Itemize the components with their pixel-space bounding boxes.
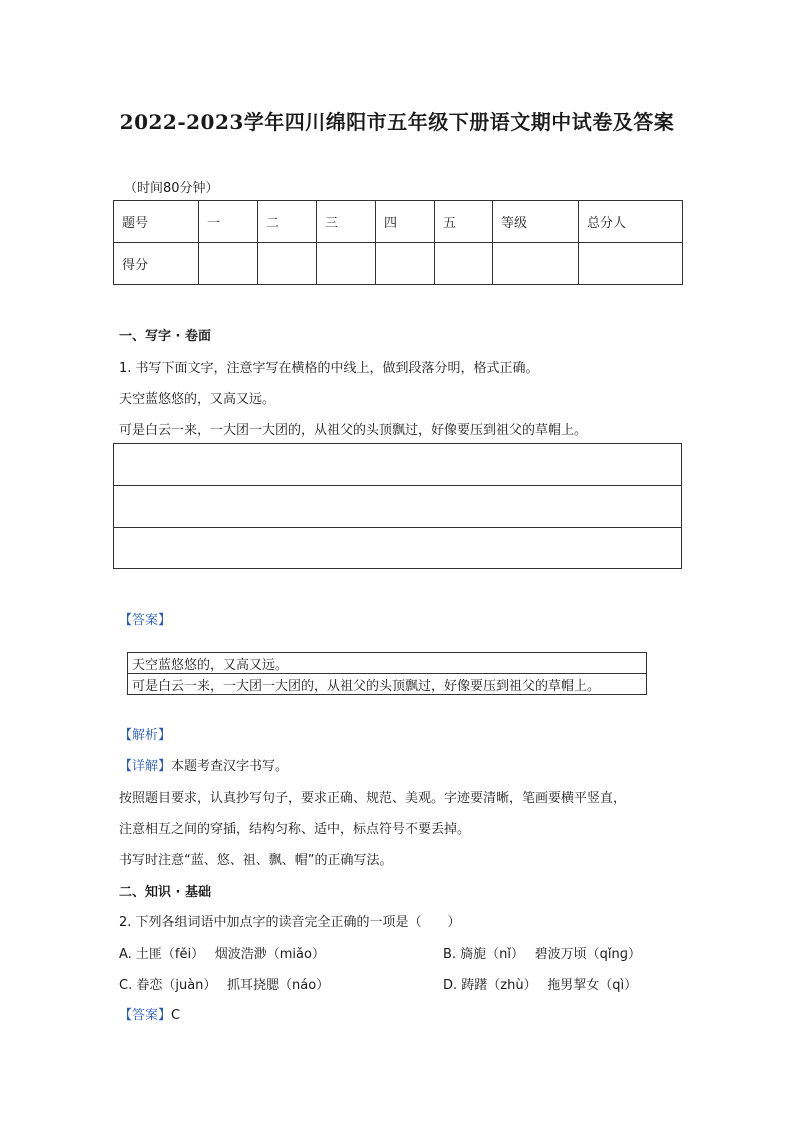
option-d: D. 踌躇（zhù） 拖男挈女（qì）	[443, 978, 638, 993]
answer-table	[127, 652, 647, 695]
option-c: C. 眷恋（juàn） 抓耳挠腮（náo）	[119, 978, 330, 993]
score-header-cell: 三	[317, 201, 376, 243]
score-header-cell: 题号	[114, 201, 199, 243]
option-b: B. 旖旎（nǐ） 碧波万顷（qǐnɡ）	[443, 947, 642, 962]
score-header-cell: 二	[258, 201, 317, 243]
score-header-cell: 一	[199, 201, 258, 243]
score-table-header-row	[114, 201, 683, 243]
score-cell	[493, 243, 579, 285]
score-cell	[435, 243, 493, 285]
answer-line: 可是白云一来，一大团一大团的，从祖父的头顶飘过，好像要压到祖父的草帽上。	[128, 674, 647, 695]
writing-row	[114, 444, 681, 486]
option-a: A. 土匪（fěi） 烟波浩渺（miǎo）	[119, 947, 325, 962]
score-cell	[317, 243, 376, 285]
answer-label: 【答案】	[119, 613, 172, 628]
writing-grid	[113, 443, 682, 569]
score-cell	[376, 243, 435, 285]
time-note: （时间80分钟）	[124, 181, 219, 196]
copy-line-2: 可是白云一来，一大团一大团的，从祖父的头顶飘过，好像要压到祖父的草帽上。	[119, 423, 588, 438]
score-cell	[258, 243, 317, 285]
score-header-cell: 总分人	[579, 201, 683, 243]
copy-line-1: 天空蓝悠悠的，又高又远。	[119, 392, 276, 407]
score-cell	[579, 243, 683, 285]
writing-row	[114, 528, 681, 570]
question-1: 1. 书写下面文字，注意字写在横格的中线上，做到段落分明，格式正确。	[119, 361, 539, 376]
detail-text: 本题考查汉字书写。	[171, 759, 289, 774]
answer-2	[119, 1004, 180, 1023]
question-2: 2. 下列各组词语中加点字的读音完全正确的一项是（ ）	[119, 915, 461, 930]
score-table	[113, 200, 683, 285]
score-header-cell: 四	[376, 201, 435, 243]
analysis-paragraph: 注意相互之间的穿插，结构匀称、适中，标点符号不要丢掉。	[119, 822, 471, 837]
analysis-label: 【解析】	[119, 728, 172, 743]
score-header-cell: 五	[435, 201, 493, 243]
detail-label: 【详解】	[119, 759, 172, 774]
score-header-cell: 等级	[493, 201, 579, 243]
score-row-label: 得分	[114, 243, 199, 285]
answer-line: 天空蓝悠悠的，又高又远。	[128, 653, 647, 674]
score-cell	[199, 243, 258, 285]
section1-heading: 一、写字 · 卷面	[119, 329, 211, 344]
page-title: 2022-2023学年四川绵阳市五年级下册语文期中试卷及答案	[119, 110, 675, 134]
section2-heading: 二、知识 · 基础	[119, 885, 211, 900]
analysis-detail	[119, 755, 288, 774]
score-table-score-row	[114, 243, 683, 285]
answer-2-label: 【答案】	[119, 1008, 172, 1023]
answer-2-value: C	[171, 1008, 181, 1023]
analysis-paragraph: 按照题目要求，认真抄写句子，要求正确、规范、美观。字迹要清晰，笔画要横平竖直，	[119, 791, 627, 806]
writing-row	[114, 486, 681, 528]
analysis-paragraph: 书写时注意“蓝、悠、祖、飘、帽”的正确写法。	[119, 853, 393, 868]
